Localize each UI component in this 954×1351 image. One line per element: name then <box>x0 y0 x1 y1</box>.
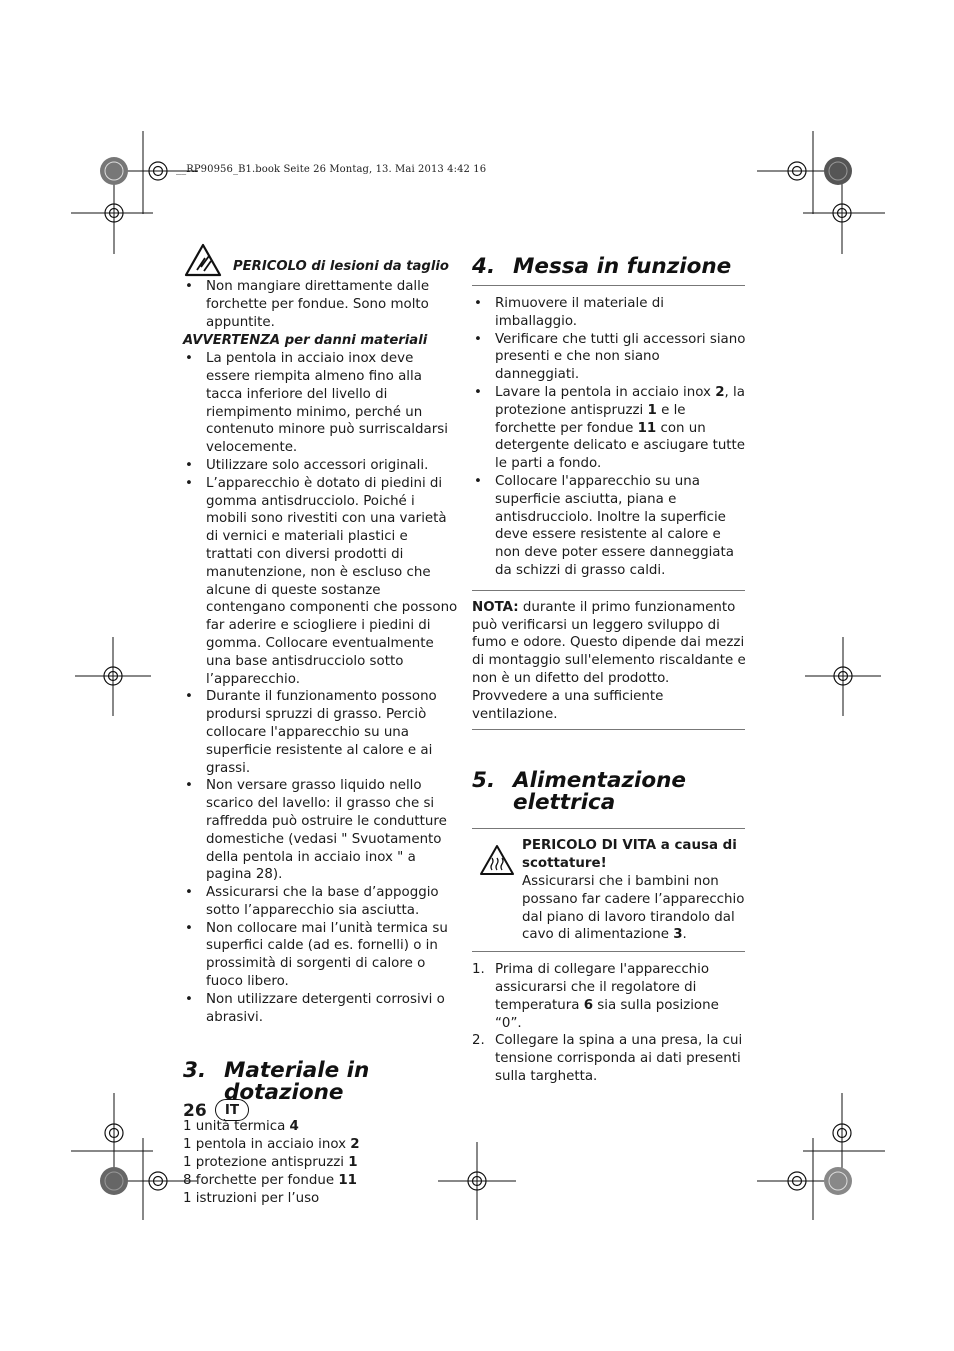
part-text: Rimuovere il materiale di imballaggio. <box>495 296 664 329</box>
warning-list <box>183 350 458 1026</box>
supply-item <box>183 1172 458 1190</box>
danger-ref: 3 <box>673 927 683 943</box>
supply-item <box>183 1136 458 1154</box>
part-text: con un detergente delicato e asciugare tutte le parti a fondo. <box>495 420 746 472</box>
part-text: Collegare la spina a una presa, la cui tensione corrisponda ai dati presenti sulla targhetta. <box>495 1033 743 1084</box>
part-text: Verificare che tutti gli accessori siano presenti e che non siano danneggiati. <box>495 331 746 383</box>
warning-list-item: • L’apparecchio è dotato di piedini di gomma antisdrucciolo. Poiché i mobili sono rivestiti con una varietà di vernici e materiali plastici e trattati con diversi prodotti di manutenzione, non è escluso che alcune di queste sostanze contengano componenti che possono far aderire e sciogliere i piedini di gomma. Collocare eventualmente una base antisdrucciolo sotto l’apparecchio. <box>183 475 458 689</box>
part-text: Lavare la pentola in acciaio inox <box>495 384 716 400</box>
section-title-line1: Alimentazione <box>513 768 686 794</box>
cut-warning-icon <box>184 243 222 277</box>
right-column <box>472 256 747 1086</box>
danger-text-end: . <box>682 927 687 943</box>
step-item <box>472 961 747 1032</box>
supply-item-ref: 2 <box>350 1137 360 1153</box>
divider <box>472 828 745 829</box>
section-title-line2: dotazione <box>224 1080 344 1106</box>
supply-item-text: 1 pentola in acciaio inox <box>183 1137 351 1153</box>
left-column <box>183 258 458 1207</box>
part-text: Collocare l'apparecchio su una superficie asciutta, piana e antisdrucciolo. Inoltre la superficie deve essere resistente al calore e non deve poter essere danneggiata da schizzi di grasso caldi. <box>495 473 734 578</box>
supply-item-text: 1 protezione antispruzzi <box>183 1155 349 1171</box>
section-number: 4. <box>472 254 496 279</box>
note-paragraph <box>472 599 747 724</box>
supply-item <box>183 1118 458 1136</box>
supply-item-ref: 1 <box>348 1155 358 1171</box>
section-title-line2: elettrica <box>513 790 616 816</box>
part-text: sia sulla posizione “0”. <box>495 997 719 1031</box>
section-4-title <box>472 256 747 278</box>
section-title-line1: Materiale in <box>224 1058 370 1084</box>
section-number: 3. <box>183 1058 207 1084</box>
setup-list-item <box>472 473 747 580</box>
part-ref: 6 <box>583 997 594 1013</box>
print-header: __RP90956_B1.book Seite 26 Montag, 13. Mai 2013 4:42 16 <box>176 164 487 175</box>
warning-list-item: • La pentola in acciaio inox deve essere riempita almeno fino alla tacca inferiore del livello di riempimento minimo, perché un contenuto minore può surriscaldarsi velocemente. <box>183 350 458 457</box>
danger-list <box>183 278 458 331</box>
section-5-heading <box>472 770 747 814</box>
supply-item-text: 8 forchette per fondue <box>183 1172 339 1188</box>
section-title-text: Messa in funzione <box>513 254 732 279</box>
divider <box>472 951 745 952</box>
step-item <box>472 1032 747 1085</box>
section-title <box>183 1060 458 1104</box>
section-title <box>472 770 747 814</box>
hot-surface-warning-icon <box>479 844 515 876</box>
part-ref: 11 <box>637 420 657 436</box>
danger-title: PERICOLO DI VITA a causa di scottature! <box>522 838 737 872</box>
setup-list <box>472 295 747 580</box>
part-ref: 2 <box>715 384 725 400</box>
setup-list-item <box>472 295 747 331</box>
part-text: Prima di collegare l'apparecchio assicurarsi che il regolatore di temperatura <box>495 962 710 1013</box>
setup-list-item <box>472 331 747 384</box>
supply-item <box>183 1154 458 1172</box>
section-3-heading <box>183 1060 458 1104</box>
page-number: 26 <box>183 1101 207 1121</box>
supply-item <box>183 1190 458 1208</box>
divider <box>472 729 745 730</box>
part-text: e le forchette per fondue <box>495 402 686 436</box>
divider <box>472 285 745 286</box>
supply-item-text: 1 istruzioni per l’uso <box>183 1190 320 1206</box>
warning-list-item: • Assicurarsi che la base d’appoggio sotto l’apparecchio sia asciutta. <box>183 884 458 920</box>
supply-item-ref: 11 <box>338 1172 357 1188</box>
note-text: durante il primo funzionamento può verificarsi un leggero sviluppo di fumo e odore. Questo dipende dai mezzi di montaggio sull'elemento riscaldante e non è un difetto del prodotto. Provvedere a una sufficiente ventilazione. <box>472 599 746 722</box>
danger-list-item: • Non mangiare direttamente dalle forchette per fondue. Sono molto appuntite. <box>183 278 458 331</box>
cut-danger-heading <box>183 258 458 278</box>
part-ref: 1 <box>647 402 657 418</box>
connection-steps <box>472 961 747 1086</box>
section-number: 5. <box>472 768 496 794</box>
divider <box>472 590 745 591</box>
danger-text <box>522 873 747 944</box>
note-label: NOTA: <box>472 599 519 615</box>
warning-list-item: • Durante il funzionamento possono prodursi spruzzi di grasso. Perciò collocare l'apparecchio su una superficie resistente al calore e ai grassi. <box>183 688 458 777</box>
supply-item-text: 1 unità termica <box>183 1119 290 1135</box>
supply-item-ref: 4 <box>289 1119 299 1135</box>
warning-list-item: • Utilizzare solo accessori originali. <box>183 457 458 475</box>
warning-title: AVVERTENZA per danni materiali <box>183 333 428 349</box>
warning-list-item: • Non collocare mai l’unità termica su superfici calde (ad es. fornelli) o in prossimità di sorgenti di calore o fuoco libero. <box>183 920 458 991</box>
setup-list-item <box>472 384 747 473</box>
warning-list-item: • Non utilizzare detergenti corrosivi o abrasivi. <box>183 991 458 1027</box>
language-badge: IT <box>215 1099 249 1121</box>
danger-title: PERICOLO di lesioni da taglio <box>233 259 449 274</box>
danger-text-main: Assicurarsi che i bambini non possano far cadere l’apparecchio dal piano di lavoro tirandolo dal cavo di alimentazione <box>522 873 745 943</box>
step-number: 2. <box>472 1033 485 1049</box>
part-text: , la protezione antispruzzi <box>495 384 745 418</box>
step-number: 1. <box>472 962 485 978</box>
supply-list <box>183 1118 458 1207</box>
scald-danger-box <box>472 837 747 944</box>
warning-list-item: • Non versare grasso liquido nello scarico del lavello: il grasso che si raffredda può ostruire le condutture domestiche (vedasi " Svuotamento della pentola in acciaio inox " a pagina 28). <box>183 777 458 884</box>
